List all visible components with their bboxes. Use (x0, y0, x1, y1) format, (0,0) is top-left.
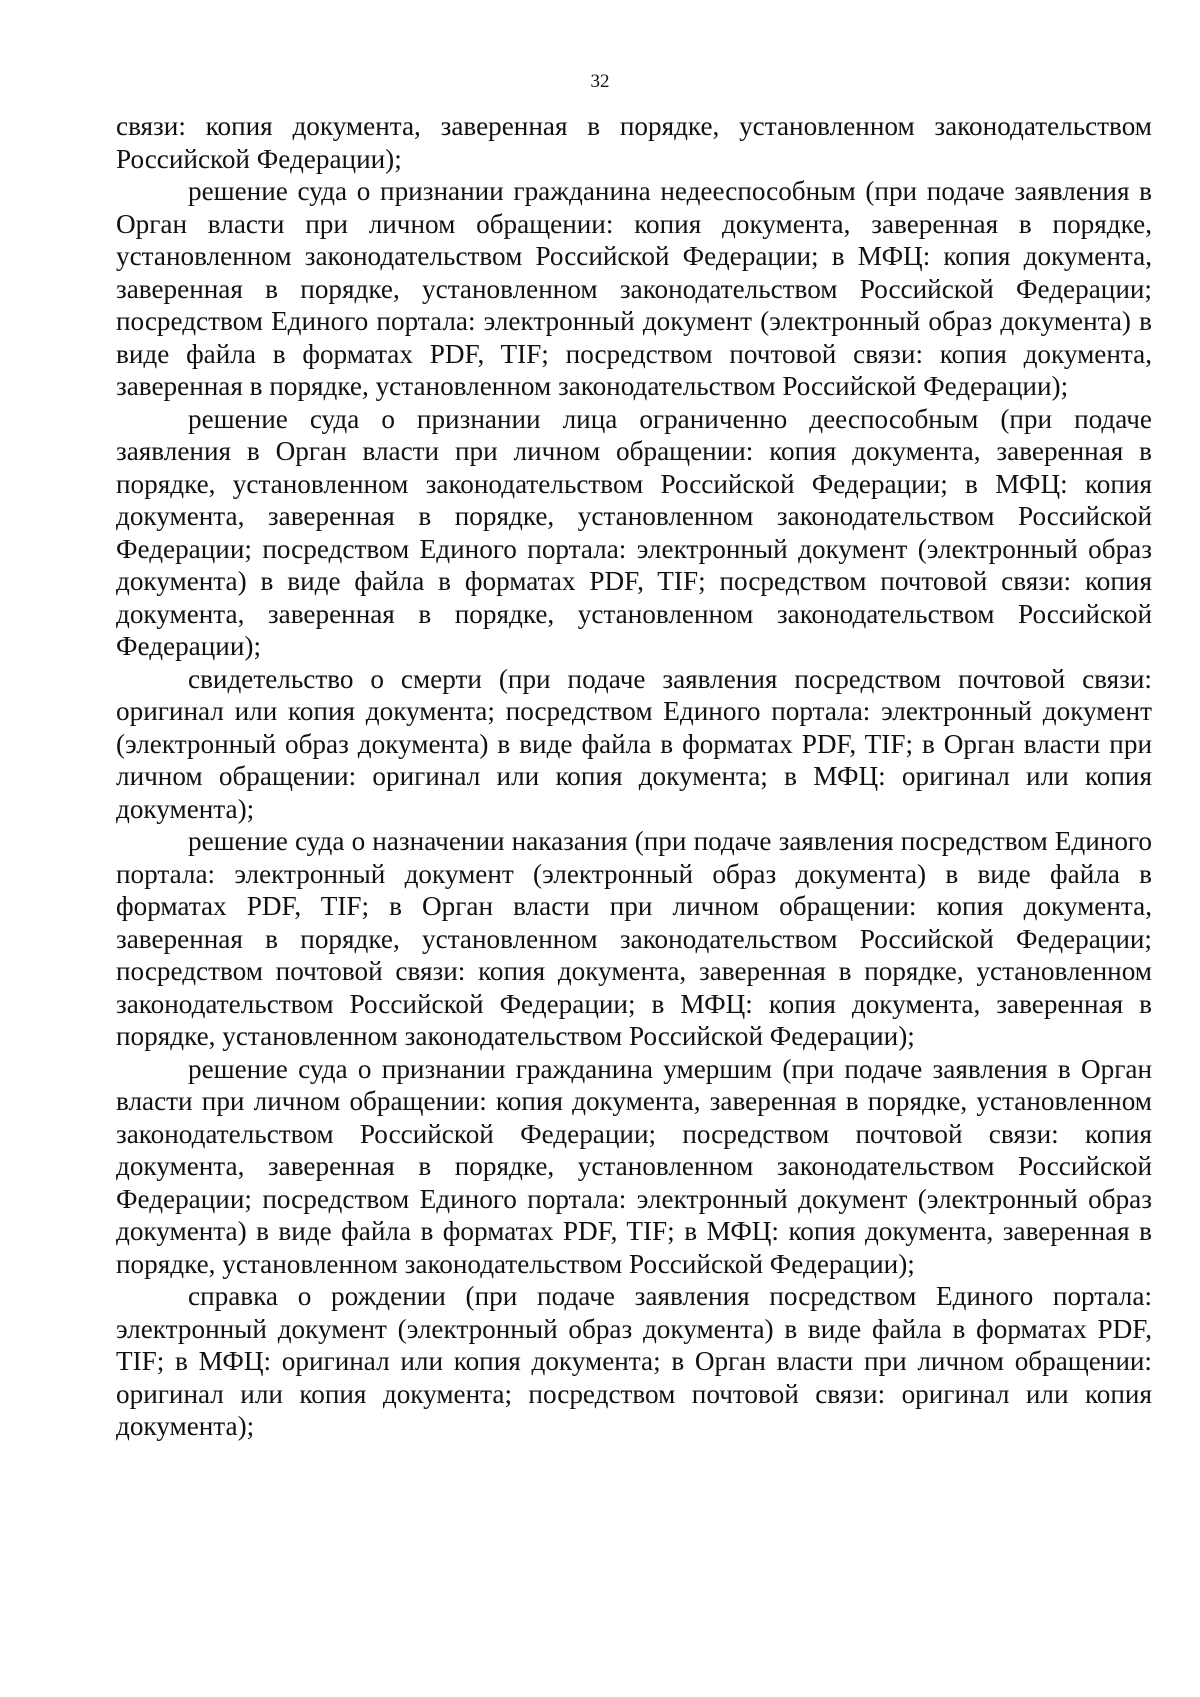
paragraph-sentence-decision: решение суда о назначении наказания (при подаче заявления посредством Единого портала: электронный документ (электронный образ документа) в виде файла в форматах PDF, TIF; в Орган власти при личном обращении: копия документа, заверенная в порядке, установленном законодательством Российской Федерации; посредством почтовой связи: копия документа, заверенная в порядке, установленном законодательством Российской Федерации; в МФЦ: копия документа, заверенная в порядке, установленном законодательством Российской Федерации); (116, 826, 1152, 1051)
paragraph-birth-certificate: справка о рождении (при подаче заявления посредством Единого портала: электронный документ (электронный образ документа) в виде файла в форматах PDF, TIF; в МФЦ: оригинал или копия документа; в Орган власти при личном обращении: оригинал или копия документа; посредством почтовой связи: оригинал или копия документа); (116, 1281, 1152, 1441)
paragraph-deceased-declaration: решение суда о признании гражданина умершим (при подаче заявления в Орган власти при личном обращении: копия документа, заверенная в порядке, установленном законодательством Российской Федерации; посредством почтовой связи: копия документа, заверенная в порядке, установленном законодательством Российской Федерации; посредством Единого портала: электронный документ (электронный образ документа) в виде файла в форматах PDF, TIF; в МФЦ: копия документа, заверенная в порядке, установленном законодательством Российской Федерации); (116, 1053, 1152, 1279)
paragraph-death-certificate: свидетельство о смерти (при подаче заявления посредством почтовой связи: оригинал или копия документа; посредством Единого портала: электронный документ (электронный образ документа) в виде файла в форматах PDF, TIF; в Орган власти при личном обращении: оригинал или копия документа; в МФЦ: оригинал или копия документа); (116, 663, 1152, 824)
page-number: 32 (590, 71, 610, 92)
document-body (116, 110, 1152, 1443)
paragraph-continuation: связи: копия документа, заверенная в порядке, установленном законодательством Российской Федерации); (116, 111, 1152, 174)
paragraph-limited-capacity-decision: решение суда о признании лица ограниченно дееспособным (при подаче заявления в Орган власти при личном обращении: копия документа, заверенная в порядке, установленном законодательством Российской Федерации; в МФЦ: копия документа, заверенная в порядке, установленном законодательством Российской Федерации; посредством Единого портала: электронный документ (электронный образ документа) в виде файла в форматах PDF, TIF; посредством почтовой связи: копия документа, заверенная в порядке, установленном законодательством Российской Федерации); (116, 403, 1152, 661)
paragraph-incapacity-decision: решение суда о признании гражданина недееспособным (при подаче заявления в Орган власти при личном обращении: копия документа, заверенная в порядке, установленном законодательством Российской Федерации; в МФЦ: копия документа, заверенная в порядке, установленном законодательством Российской Федерации; посредством Единого портала: электронный документ (электронный образ документа) в виде файла в форматах PDF, TIF; посредством почтовой связи: копия документа, заверенная в порядке, установленном законодательством Российской Федерации); (116, 176, 1152, 401)
